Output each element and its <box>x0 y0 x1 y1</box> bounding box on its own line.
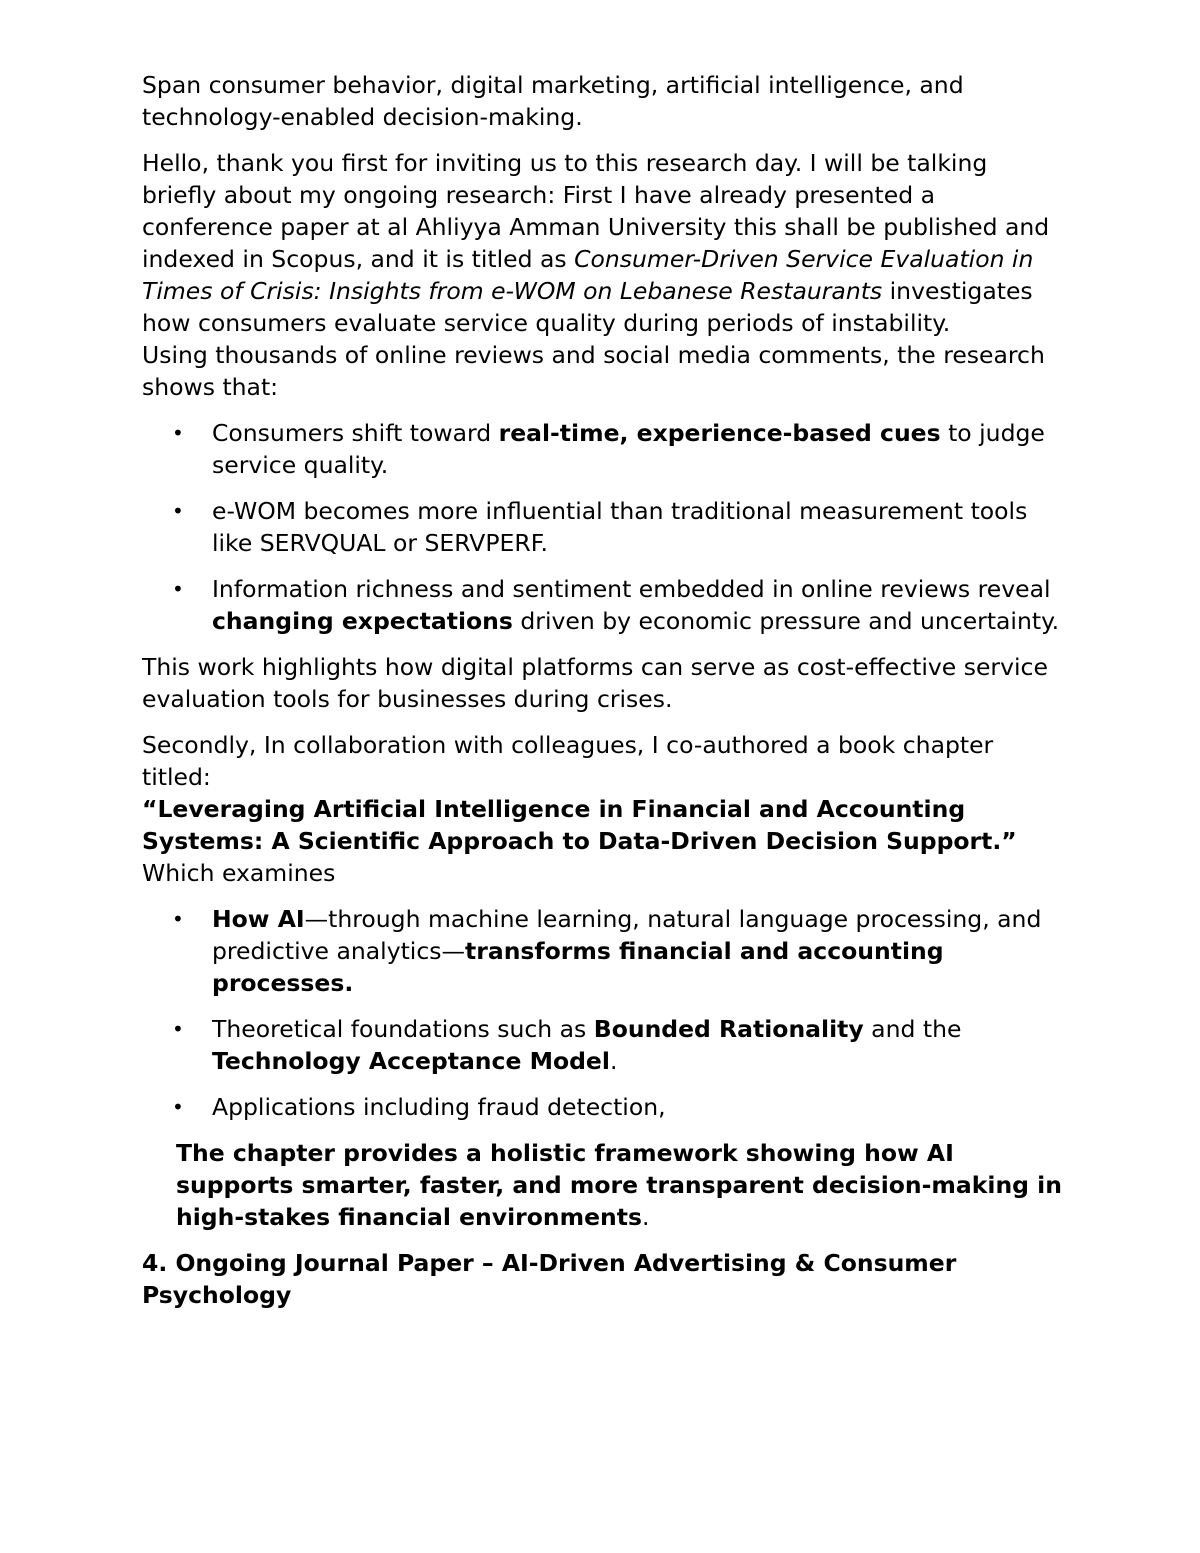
chapter-list <box>142 903 1062 1123</box>
chapter-title: “Leveraging Artificial Intelligence in Financial and Accounting Systems: A Scientific Approach to Data-Driven Decision Support.” <box>142 795 1017 855</box>
list-item: • How AI—through machine learning, natural language processing, and predictive analytics—transforms financial and accounting processes. <box>172 905 1042 997</box>
list-item: • Applications including fraud detection, <box>172 1093 666 1121</box>
bullet-icon: • <box>172 1095 184 1119</box>
book-chapter-paragraph: Secondly, In collaboration with colleagues, I co-authored a book chapter titled: “Leveraging Artificial Intelligence in Financial and Accounting Systems: A Scientific Approach to Data-Driven Decision Support.” Which examines <box>142 731 1017 887</box>
findings-list <box>142 417 1062 637</box>
bullet-icon: • <box>172 577 184 601</box>
document-page <box>142 69 1062 1325</box>
chapter-summary: The chapter provides a holistic framework showing how AI supports smarter, faster, and more transparent decision-making in high-stakes financial environments. <box>176 1139 1062 1231</box>
research-paragraph: Hello, thank you first for inviting us to this research day. I will be talking briefly about my ongoing research: First I have already presented a conference paper at al Ahliyya Amman University this shall be published and indexed in Scopus, and it is titled as Consumer-Driven Service Evaluation in Times of Crisis: Insights from e-WOM on Lebanese Restaurants investigates how consumers evaluate service quality during periods of instability. Using thousands of online reviews and social media comments, the research shows that: <box>142 149 1050 401</box>
list-item: • e-WOM becomes more influential than traditional measurement tools like SERVQUAL or SERVPERF. <box>172 497 1028 557</box>
bullet-icon: • <box>172 421 184 445</box>
list-item: • Information richness and sentiment embedded in online reviews reveal changing expectations driven by economic pressure and uncertainty. <box>172 575 1060 635</box>
highlight-paragraph: This work highlights how digital platforms can serve as cost-effective service evaluation tools for businesses during crises. <box>142 653 1048 713</box>
list-item: • Consumers shift toward real-time, experience-based cues to judge service quality. <box>172 419 1045 479</box>
paper-title: Consumer-Driven Service Evaluation in Times of Crisis: Insights from e-WOM on Lebanese Restaurants <box>142 245 1034 305</box>
list-item: • Theoretical foundations such as Bounded Rationality and the Technology Acceptance Model. <box>172 1015 962 1075</box>
bullet-icon: • <box>172 1017 184 1041</box>
section-heading: 4. Ongoing Journal Paper – AI-Driven Advertising & Consumer Psychology <box>142 1249 957 1309</box>
intro-paragraph: Span consumer behavior, digital marketing, artificial intelligence, and technology-enabled decision-making. <box>142 71 964 131</box>
bullet-icon: • <box>172 499 184 523</box>
bullet-icon: • <box>172 907 184 931</box>
